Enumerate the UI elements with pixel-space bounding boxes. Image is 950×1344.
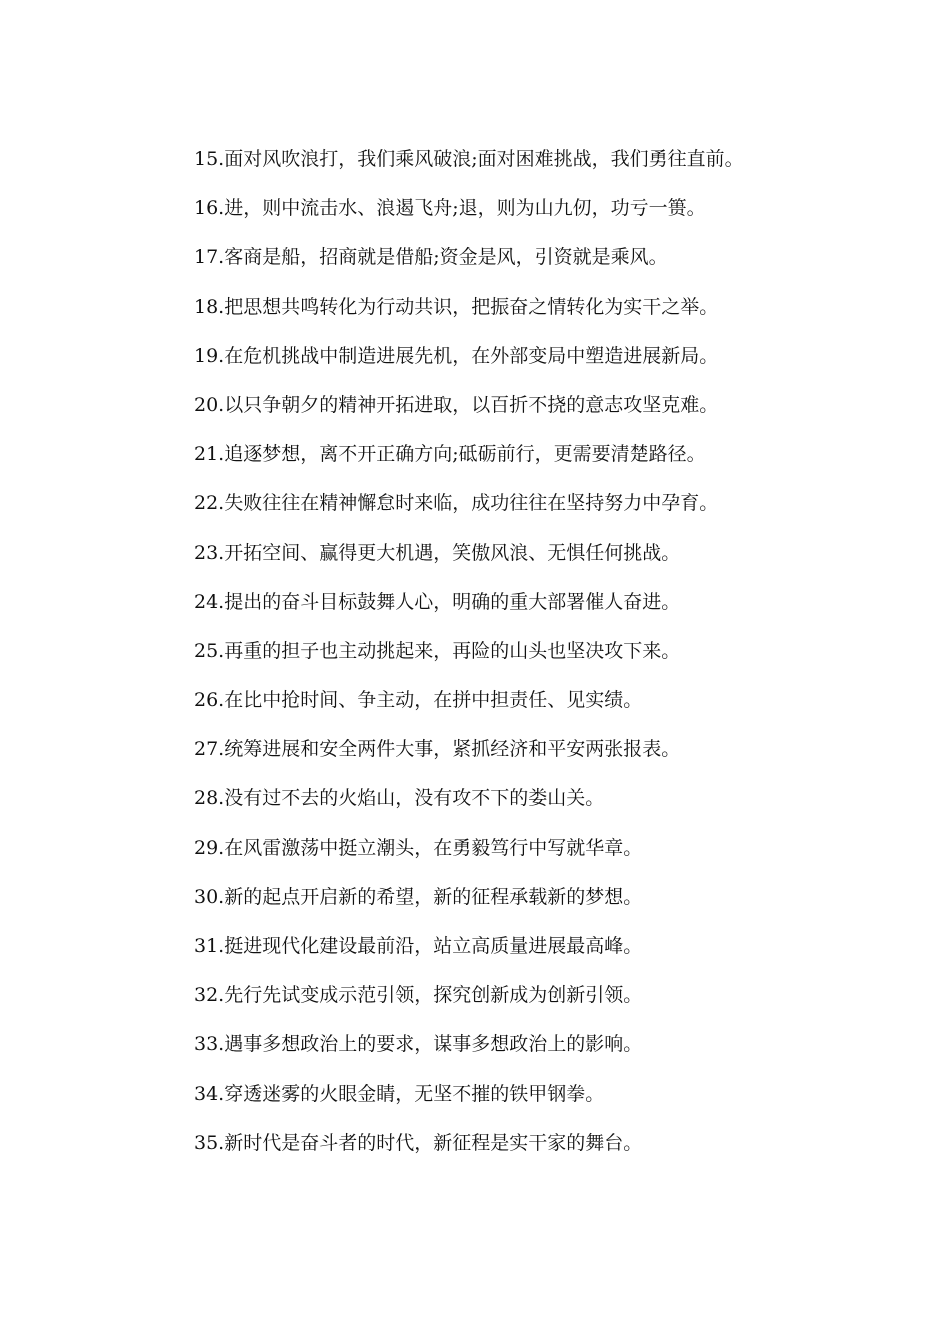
document-body (145, 146, 810, 1179)
paragraph-28: 28.没有过不去的火焰山，没有攻不下的娄山关。 (194, 787, 605, 810)
paragraph-30: 30.新的起点开启新的希望，新的征程承载新的梦想。 (194, 885, 643, 908)
paragraph-33: 33.遇事多想政治上的要求，谋事多想政治上的影响。 (194, 1033, 643, 1056)
paragraph-18: 18.把思想共鸣转化为行动共识，把振奋之情转化为实干之举。 (194, 295, 719, 318)
paragraph-31: 31.挺进现代化建设最前沿，站立高质量进展最高峰。 (194, 935, 643, 957)
paragraph-17: 17.客商是船，招商就是借船;资金是风，引资就是乘风。 (194, 246, 668, 269)
paragraph-16: 16.进，则中流击水、浪遏飞舟;退，则为山九仞，功亏一篑。 (194, 197, 706, 220)
paragraph-21: 21.追逐梦想，离不开正确方向;砥砺前行，更需要清楚路径。 (194, 443, 706, 466)
paragraph-25: 25.再重的担子也主动挑起来，再险的山头也坚决攻下来。 (194, 639, 681, 662)
paragraph-26: 26.在比中抢时间、争主动，在拼中担责任、见实绩。 (194, 689, 643, 712)
paragraph-32: 32.先行先试变成示范引领，探究创新成为创新引领。 (194, 984, 643, 1007)
paragraph-22: 22.失败往往在精神懈怠时来临，成功往往在坚持努力中孕育。 (194, 492, 719, 515)
paragraph-29: 29.在风雷激荡中挺立潮头，在勇毅笃行中写就华章。 (194, 836, 643, 859)
paragraph-27: 27.统筹进展和安全两件大事，紧抓经济和平安两张报表。 (194, 738, 681, 761)
paragraph-20: 20.以只争朝夕的精神开拓进取，以百折不挠的意志攻坚克难。 (194, 393, 719, 416)
paragraph-23: 23.开拓空间、赢得更大机遇，笑傲风浪、无惧任何挑战。 (194, 541, 681, 564)
paragraph-15: 15.面对风吹浪打，我们乘风破浪;面对困难挑战，我们勇往直前。 (194, 148, 744, 170)
paragraph-35: 35.新时代是奋斗者的时代，新征程是实干家的舞台。 (194, 1131, 643, 1154)
paragraph-24: 24.提出的奋斗目标鼓舞人心，明确的重大部署催人奋进。 (194, 590, 681, 613)
paragraph-19: 19.在危机挑战中制造进展先机，在外部变局中塑造进展新局。 (194, 344, 719, 367)
paragraph-34: 34.穿透迷雾的火眼金睛，无坚不摧的铁甲钢拳。 (194, 1082, 605, 1105)
